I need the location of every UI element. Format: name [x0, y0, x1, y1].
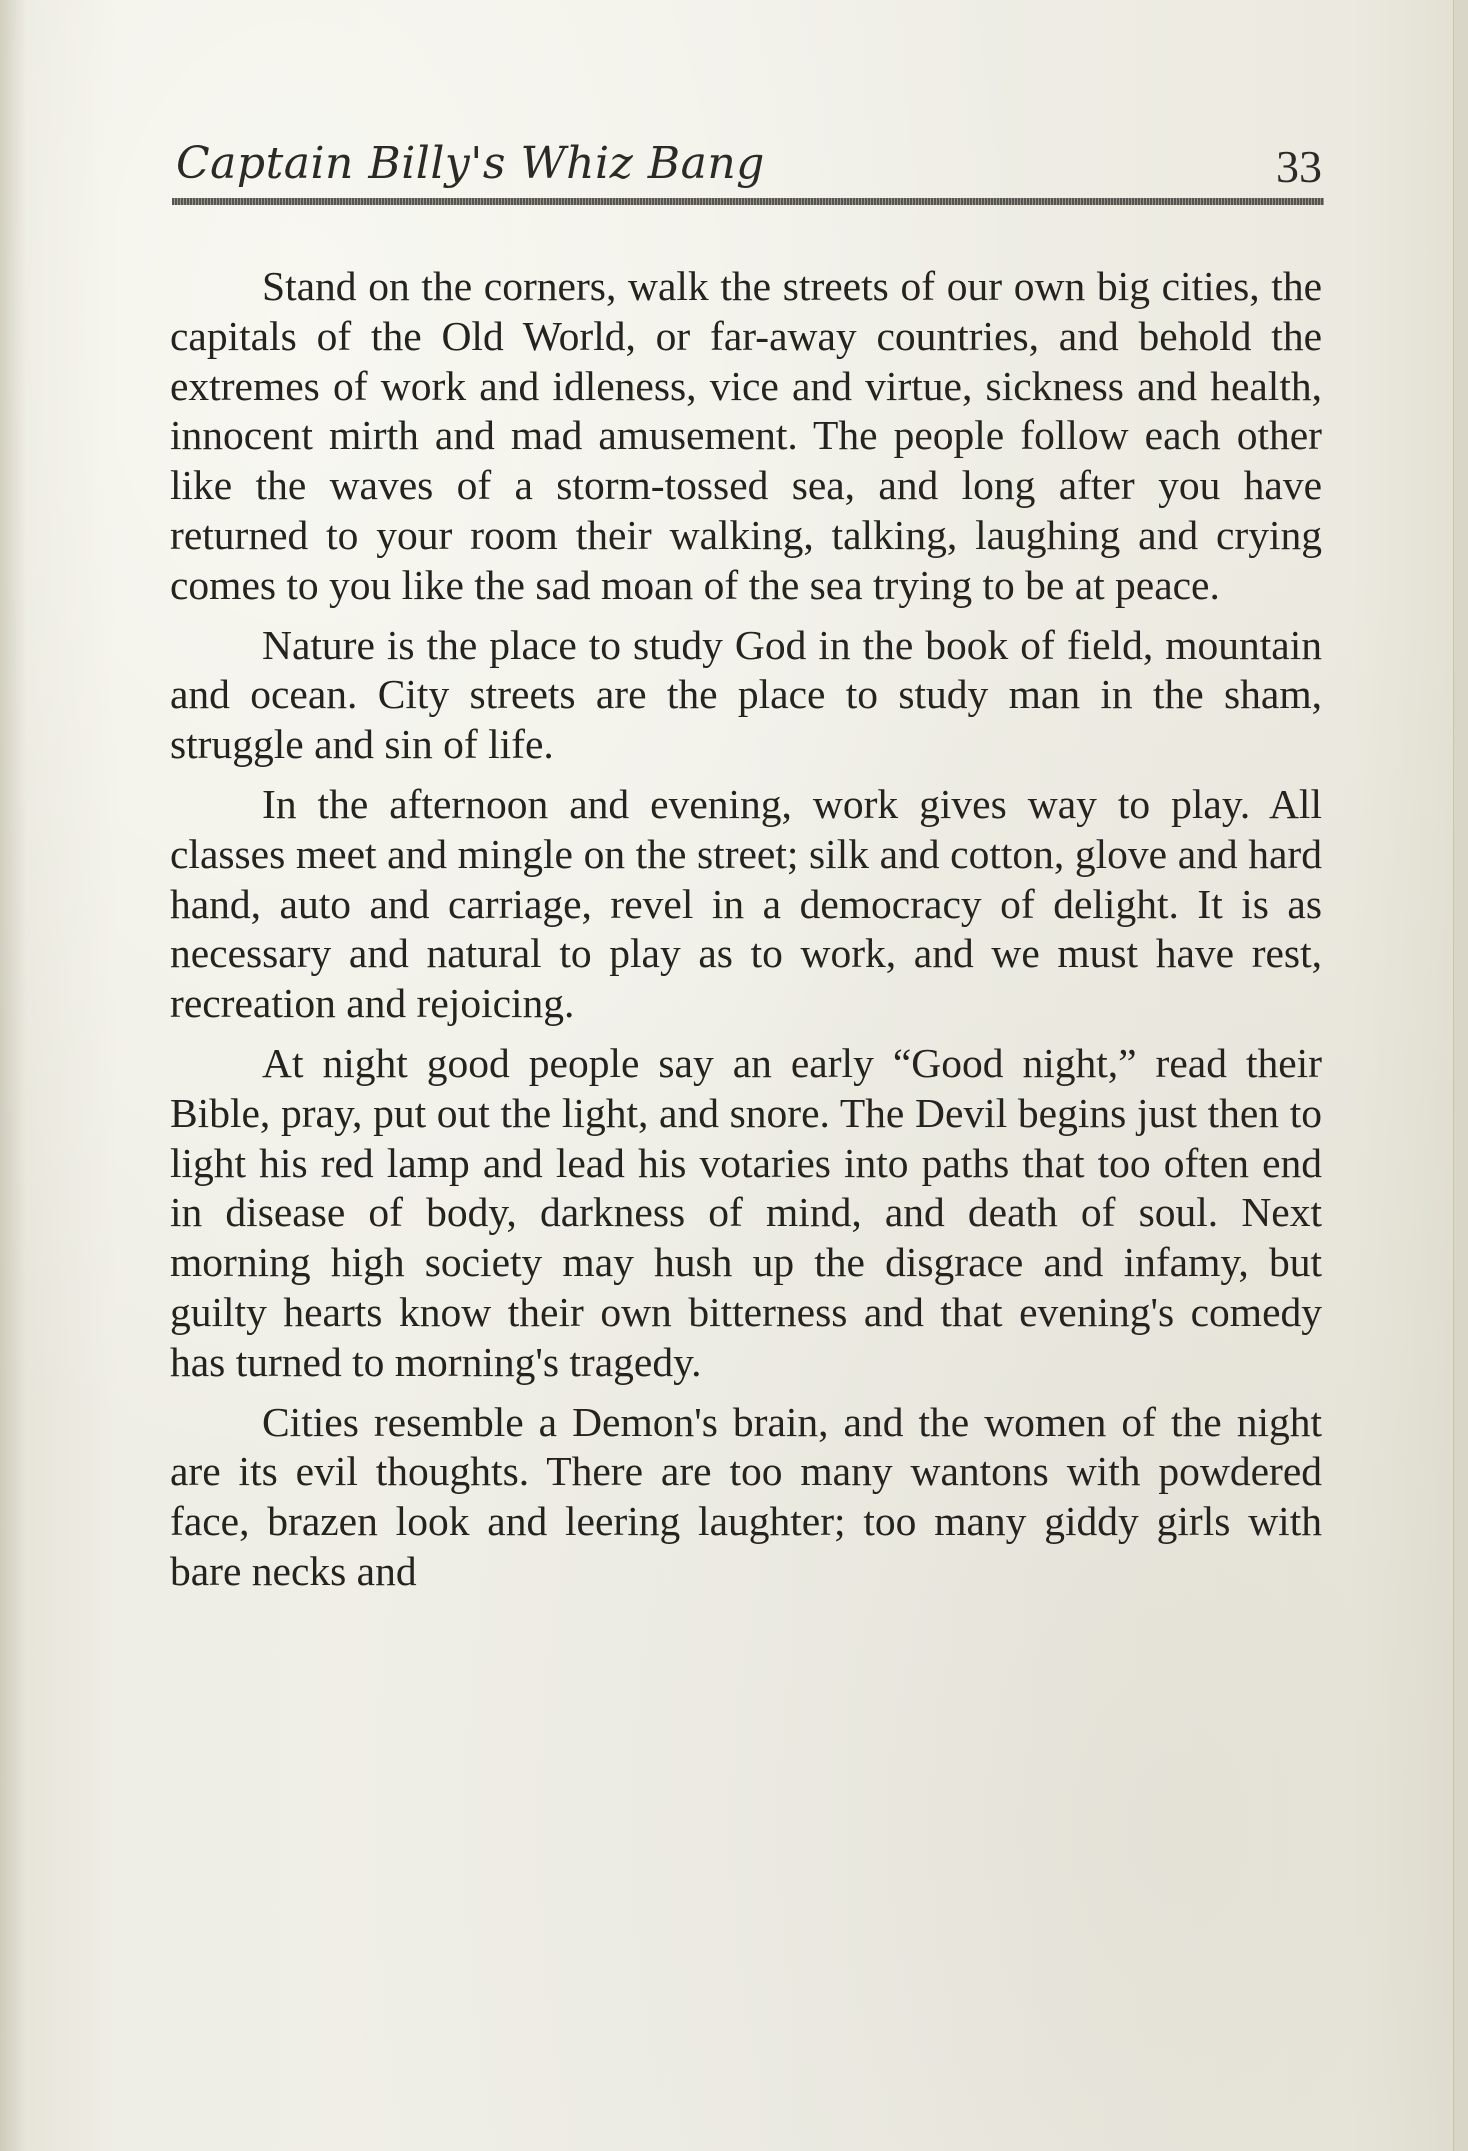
paragraph: Nature is the place to study God in the book of field, mountain and ocean. City streets are the place to study man in the sham, struggle and sin of life. — [170, 621, 1322, 768]
paragraph: Stand on the corners, walk the streets of our own big cities, the capitals of the Old World, or far-away countries, and behold the extremes of work and idleness, vice and virtue, sickness and health, innocent mirth and mad amusement. The people follow each other like the waves of a storm-tossed sea, and long after you have returned to your room their walking, talking, laughing and crying comes to you like the sad moan of the sea trying to be at peace. — [170, 263, 1322, 608]
header-rule — [172, 198, 1324, 205]
body-text — [170, 262, 1322, 1607]
page-left-edge-shadow — [0, 0, 26, 2151]
paragraph: In the afternoon and evening, work gives way to play. All classes meet and mingle on the street; silk and cotton, glove and hard hand, auto and carriage, revel in a democracy of delight. It is as necessary and natural to play as to work, and we must have rest, recreation and rejoicing. — [170, 780, 1322, 1027]
running-title: Captain Billy's Whiz Bang — [176, 138, 765, 189]
paragraph: Cities resemble a Demon's brain, and the women of the night are its evil thoughts. There are too many wantons with powdered face, brazen look and leering laughter; too many giddy girls with bare necks and — [170, 1398, 1322, 1594]
page-number: 33 — [1276, 141, 1322, 192]
page-right-edge — [1453, 0, 1468, 2151]
page-header — [172, 138, 1322, 202]
paragraph: At night good people say an early “Good night,” read their Bible, pray, put out the light, and snore. The Devil begins just then to light his red lamp and lead his votaries into paths that too often end in disease of body, darkness of mind, and death of soul. Next morning high society may hush up the disgrace and infamy, but guilty hearts know their own bitterness and that evening's comedy has turned to morning's tragedy. — [170, 1039, 1322, 1385]
